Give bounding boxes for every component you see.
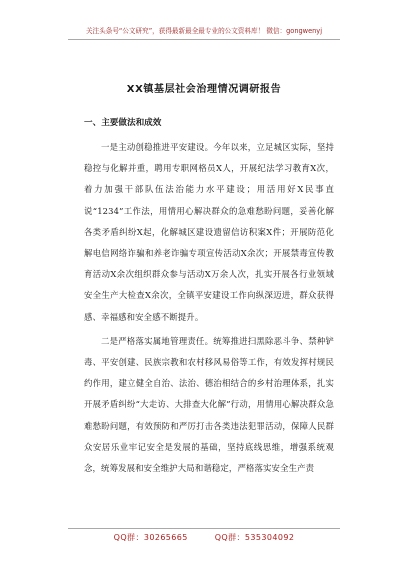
paragraph-2: 二是严格落实属地管理责任。统筹推进扫黑除恶斗争、禁种铲毒、平安创建、民族宗教和农村移风易俗等工作，有效发挥村规民约作用，建立健全自治、法治、德治相结合的乡村治理体系，扎实开展矛盾纠纷“大走访、大排查大化解”行动，用情用心解决群众急难愁盼问题，有效预防和严厉打击各类违法犯罪活动，保障人民群众安居乐业牢记安全是发展的基础，坚持底线思维，增强系统观念，统筹发展和安全维护大局和谐稳定，严格落实安全生产责	[84, 335, 334, 474]
footer-qq-group-2: QQ群：535304092	[214, 533, 295, 542]
header-promo-note: 关注头条号“公文研究”，获得最新最全最专业的公文资料库！ 微信：gongwenyj	[85, 27, 323, 35]
footer-contact	[0, 532, 408, 543]
section-heading: 一、主要做法和成效	[84, 118, 162, 128]
paragraph-1: 一是主动创稳推进平安建设。今年以来，立足城区实际，坚持稳控与化解并重，聘用专职网格员X人，开展纪法学习教育X次，着力加强干部队伍法治能力水平建设；用活用好X民事直说“1234”工作法，用情用心解决群众的急难愁盼问题，妥善化解各类矛盾纠纷X起，化解城区建设遗留信访积案X件；开展防范化解电信网络诈骗和养老诈骗专项宣传活动X余次；开展禁毒宣传教育活动X余次组织群众参与活动X万余人次，扎实开展各行业领域安全生产大检查X余次，全镇平安建设工作向纵深迈进，群众获得感、幸福感和安全感不断提升。	[84, 142, 334, 322]
footer-divider	[68, 528, 340, 529]
document-title: XX镇基层社会治理情况调研报告	[126, 84, 282, 95]
document-body	[84, 116, 334, 482]
header-divider	[68, 39, 340, 40]
footer-qq-group-1: QQ群：30265665	[113, 533, 188, 542]
